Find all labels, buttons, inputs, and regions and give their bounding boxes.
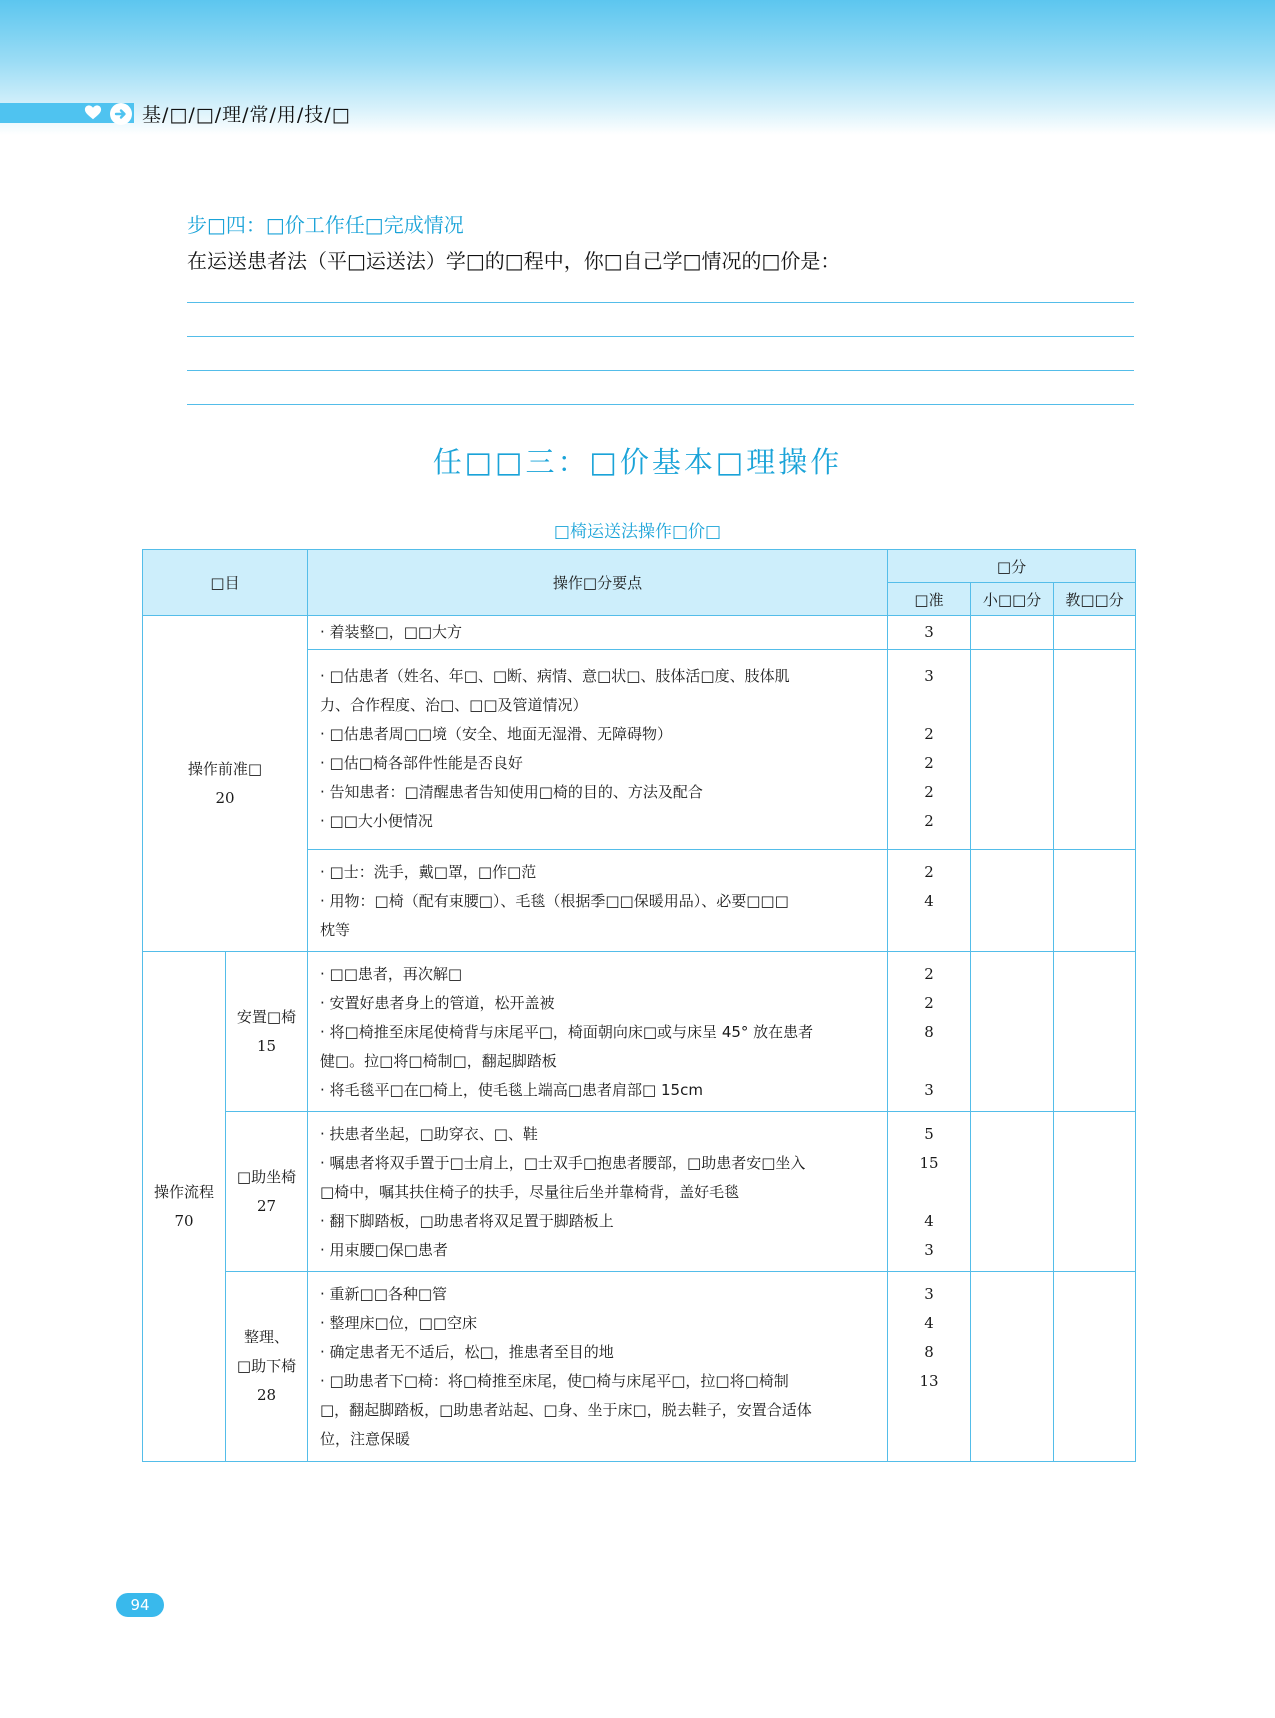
item-cell: · □士：洗手，戴□罩，□作□范 · 用物：□椅（配有束腰□）、毛毯（根据季□□保暖用品）、必要□□□ 枕等 <box>308 850 888 952</box>
header-points: 操作□分要点 <box>308 550 888 616</box>
item-cell: · □估患者（姓名、年□、□断、病情、意□状□、肢体活□度、肢体肌 力、合作程度、治□、□□及管道情况） · □估患者周□□境（安全、地面无湿滑、无障碍物） · □估□椅各部件性能是否良好 · 告知患者：□清醒患者告知使用□椅的目的、方法及配合 · □□大小便情况 <box>308 650 888 850</box>
subcategory-cell: 整理、 □助下椅 28 <box>226 1272 308 1462</box>
table-caption: □椅运送法操作□价□ <box>553 522 722 542</box>
table-row <box>143 952 1136 1112</box>
teacher-score-cell[interactable] <box>1054 952 1136 1112</box>
subcategory-cell: □助坐椅 27 <box>226 1112 308 1272</box>
subcategory-cell: 安置□椅 15 <box>226 952 308 1112</box>
standard-score-cell: 3 <box>888 616 971 650</box>
answer-line[interactable] <box>187 370 1134 371</box>
group-score-cell[interactable] <box>971 616 1054 650</box>
group-score-cell[interactable] <box>971 1112 1054 1272</box>
header-teacher-score: 教□□分 <box>1054 583 1136 616</box>
item-cell: · □□患者，再次解□ · 安置好患者身上的管道，松开盖被 · 将□椅推至床尾使椅背与床尾平□，椅面朝向床□或与床呈 45° 放在患者 健□。拉□将□椅制□，翻起脚踏板 · 将毛毯平□在□椅上，使毛毯上端高□患者肩部□ 15cm <box>308 952 888 1112</box>
header-standard: □准 <box>888 583 971 616</box>
item-cell: · 重新□□各种□管 · 整理床□位，□□空床 · 确定患者无不适后，松□，推患者至目的地 · □助患者下□椅：将□椅推至床尾，使□椅与床尾平□，拉□将□椅制 □，翻起脚踏板，□助患者站起、□身、坐于床□，脱去鞋子，安置合适体 位，注意保暖 <box>308 1272 888 1462</box>
answer-line[interactable] <box>187 336 1134 337</box>
group-score-cell[interactable] <box>971 952 1054 1112</box>
teacher-score-cell[interactable] <box>1054 850 1136 952</box>
table-row <box>143 1112 1136 1272</box>
heart-icon <box>84 104 102 122</box>
category-cell: 操作流程 70 <box>143 952 226 1462</box>
teacher-score-cell[interactable] <box>1054 1112 1136 1272</box>
standard-score-cell: 2 2 8 3 <box>888 952 971 1112</box>
item-cell: · 着装整□，□□大方 <box>308 616 888 650</box>
table-row <box>143 1272 1136 1462</box>
teacher-score-cell[interactable] <box>1054 1272 1136 1462</box>
task-title: 任□□三：□价基本□理操作 <box>432 445 843 479</box>
group-score-cell[interactable] <box>971 1272 1054 1462</box>
group-score-cell[interactable] <box>971 650 1054 850</box>
table-row <box>143 616 1136 650</box>
step-question: 在运送患者法（平□运送法）学□的□程中，你□自己学□情况的□价是： <box>187 249 841 273</box>
book-title: 基/□/□/理/常/用/技/□ <box>142 104 351 126</box>
standard-score-cell: 3 4 8 13 <box>888 1272 971 1462</box>
evaluation-table <box>142 549 1136 1462</box>
teacher-score-cell[interactable] <box>1054 616 1136 650</box>
group-score-cell[interactable] <box>971 850 1054 952</box>
answer-line[interactable] <box>187 404 1134 405</box>
header-score: □分 <box>888 550 1136 583</box>
step-title: 步□四：□价工作任□完成情况 <box>187 213 464 237</box>
standard-score-cell: 3 2 2 2 2 <box>888 650 971 850</box>
item-cell: · 扶患者坐起，□助穿衣、□、鞋 · 嘱患者将双手置于□士肩上，□士双手□抱患者腰部，□助患者安□坐入 □椅中，嘱其扶住椅子的扶手，尽量往后坐并靠椅背，盖好毛毯 · 翻下脚踏板，□助患者将双足置于脚踏板上 · 用束腰□保□患者 <box>308 1112 888 1272</box>
standard-score-cell: 2 4 <box>888 850 971 952</box>
standard-score-cell: 5 15 4 3 <box>888 1112 971 1272</box>
header-item: □目 <box>143 550 308 616</box>
teacher-score-cell[interactable] <box>1054 650 1136 850</box>
category-cell: 操作前准□ 20 <box>143 616 308 952</box>
page-number: 94 <box>116 1593 164 1617</box>
answer-line[interactable] <box>187 302 1134 303</box>
arrow-right-icon <box>110 103 132 125</box>
header-group-score: 小□□分 <box>971 583 1054 616</box>
